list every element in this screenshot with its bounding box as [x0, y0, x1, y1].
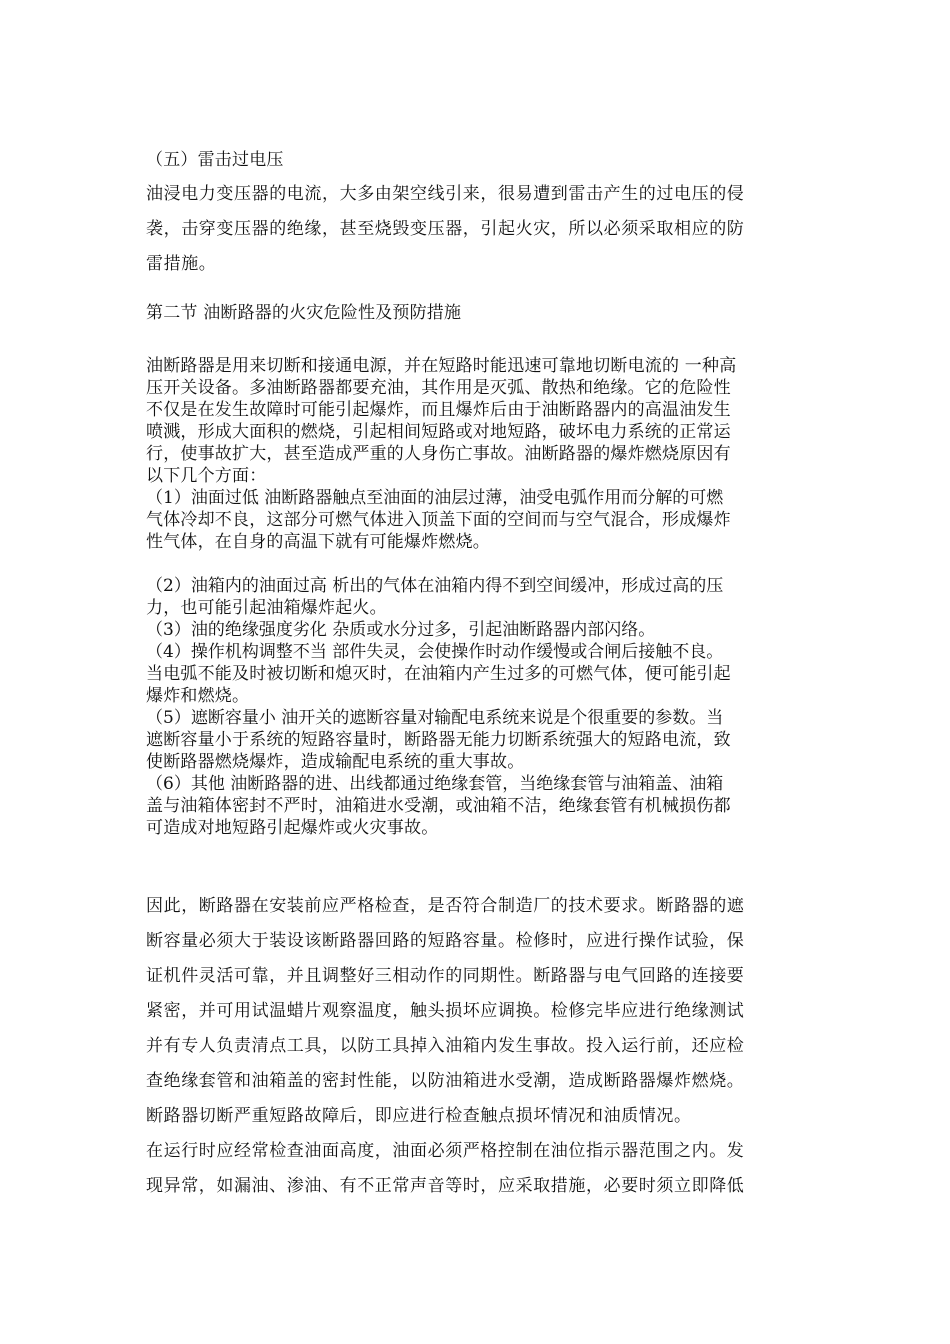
list-item-line: 气体冷却不良，这部分可燃气体进入顶盖下面的空间而与空气混合，形成爆炸: [146, 510, 731, 530]
paragraph-line: 油断路器是用来切断和接通电源，并在短路时能迅速可靠地切断电流的 一种高: [146, 356, 737, 376]
paragraph-line: 不仅是在发生故障时可能引起爆炸，而且爆炸后由于油断路器内的高温油发生: [146, 400, 731, 420]
paragraph-line: 查绝缘套管和油箱盖的密封性能，以防油箱进水受潮，造成断路器爆炸燃烧。: [146, 1071, 745, 1091]
paragraph-line: 紧密，并可用试温蜡片观察温度，触头损坏应调换。检修完毕应进行绝缘测试: [146, 1001, 745, 1021]
list-item-line: 爆炸和燃烧。: [146, 686, 250, 706]
paragraph-line: 袭，击穿变压器的绝缘，甚至烧毁变压器，引起火灾，所以必须采取相应的防: [146, 219, 745, 239]
list-item-line: 性气体，在自身的高温下就有可能爆炸燃烧。: [146, 532, 490, 552]
paragraph-line: 行，使事故扩大，甚至造成严重的人身伤亡事故。油断路器的爆炸燃烧原因有: [146, 444, 731, 464]
paragraph-line: 在运行时应经常检查油面高度，油面必须严格控制在油位指示器范围之内。发: [146, 1141, 745, 1161]
list-item-line: （1）油面过低 油断路器触点至油面的油层过薄，油受电弧作用而分解的可燃: [146, 488, 724, 508]
list-item-line: 力，也可能引起油箱爆炸起火。: [146, 598, 387, 618]
paragraph-line: 喷溅，形成大面积的燃烧，引起相间短路或对地短路，破坏电力系统的正常运: [146, 422, 731, 442]
list-item-line: 当电弧不能及时被切断和熄灭时，在油箱内产生过多的可燃气体，便可能引起: [146, 664, 731, 684]
paragraph-line: 压开关设备。多油断路器都要充油，其作用是灭弧、散热和绝缘。它的危险性: [146, 378, 731, 398]
paragraph-line: 断路器切断严重短路故障后，即应进行检查触点损坏情况和油质情况。: [146, 1106, 692, 1126]
paragraph-line: 断容量必须大于装设该断路器回路的短路容量。检修时，应进行操作试验，保: [146, 931, 745, 951]
section-title: 第二节 油断路器的火灾危险性及预防措施: [146, 303, 462, 323]
paragraph-line: 雷措施。: [146, 254, 217, 274]
list-item-line: 可造成对地短路引起爆炸或火灾事故。: [146, 818, 439, 838]
list-item-line: （2）油箱内的油面过高 析出的气体在油箱内得不到空间缓冲，形成过高的压: [146, 576, 724, 596]
paragraph-line: 以下几个方面：: [146, 466, 267, 486]
section-heading: （五）雷击过电压: [146, 150, 284, 170]
paragraph-line: 现异常，如漏油、渗油、有不正常声音等时，应采取措施，必要时须立即降低: [146, 1176, 745, 1196]
list-item-line: 盖与油箱体密封不严时，油箱进水受潮，或油箱不洁，绝缘套管有机械损伤都: [146, 796, 731, 816]
list-item-line: （4）操作机构调整不当 部件失灵，会使操作时动作缓慢或合闸后接触不良。: [146, 642, 724, 662]
list-item-line: （5）遮断容量小 油开关的遮断容量对输配电系统来说是个很重要的参数。当: [146, 708, 724, 728]
list-item-line: （3）油的绝缘强度劣化 杂质或水分过多，引起油断路器内部闪络。: [146, 620, 656, 640]
paragraph-line: 油浸电力变压器的电流，大多由架空线引来，很易遭到雷击产生的过电压的侵: [146, 184, 745, 204]
list-item-line: 遮断容量小于系统的短路容量时，断路器无能力切断系统强大的短路电流，致: [146, 730, 731, 750]
paragraph-line: 证机件灵活可靠，并且调整好三相动作的同期性。断路器与电气回路的连接要: [146, 966, 745, 986]
list-item-line: （6）其他 油断路器的进、出线都通过绝缘套管，当绝缘套管与油箱盖、油箱: [146, 774, 724, 794]
paragraph-line: 并有专人负责清点工具，以防工具掉入油箱内发生事故。投入运行前，还应检: [146, 1036, 745, 1056]
paragraph-line: 因此，断路器在安装前应严格检查，是否符合制造厂的技术要求。断路器的遮: [146, 896, 745, 916]
list-item-line: 使断路器燃烧爆炸，造成输配电系统的重大事故。: [146, 752, 525, 772]
